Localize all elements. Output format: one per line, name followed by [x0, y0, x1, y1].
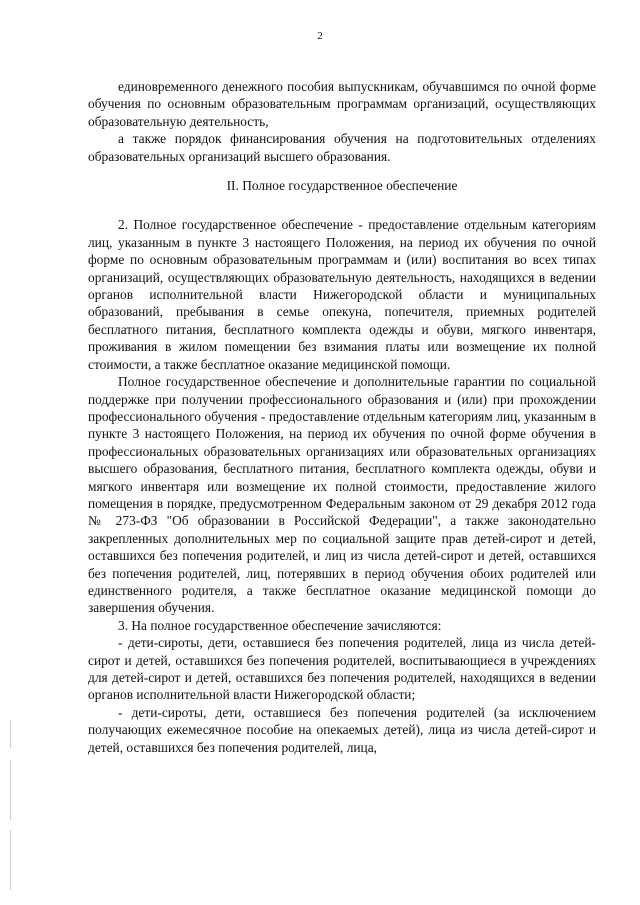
- paragraph: а также порядок финансирования обучения на подготовительных отделениях образовательных организаций высшего образования.: [88, 131, 596, 164]
- paragraph: 3. На полное государственное обеспечение зачисляются:: [118, 617, 442, 633]
- scan-margin-mark: [10, 830, 11, 890]
- page-number: 2: [317, 30, 323, 42]
- list-item: - дети-сироты, дети, оставшиеся без попечения родителей (за исключением получающих ежемесячное пособие на опекаемых детей), лица из числа детей-сирот и детей, оставшихся без попечения родителей, лица,: [88, 704, 596, 755]
- paragraph: единовременного денежного пособия выпускникам, обучавшимся по очной форме обучения по основным образовательным программам организаций, осуществляющих образовательную деятельность,: [88, 79, 596, 129]
- scan-margin-mark: [10, 760, 11, 820]
- paragraph: Полное государственное обеспечение и дополнительные гарантии по социальной поддержке при получении профессионального образования и (или) при прохождении профессионального обучения - предоставление отдельным категориям лиц, указанным в пункте 3 настоящего Положения, на период их обучения по очной форме обучения в профессиональных образовательных организациях или образовательных организациях высшего образования, бесплатного питания, бесплатного комплекта одежды, обуви и мягкого инвентаря или возмещение их полной стоимости, предоставление жилого помещения в порядке, предусмотренном Федеральным законом от 29 декабря 2012 года № 273-ФЗ "Об образовании в Российской Федерации", а также законодательно закрепленных дополнительных мер по социальной защите прав детей-сирот и детей, оставшихся без попечения родителей, и лиц из числа детей-сирот и детей, оставшихся без попечения родителей, лиц, потерявших в период обучения обоих родителей или единственного родителя, а также бесплатное оказание медицинской помощи до завершения обучения.: [88, 374, 596, 616]
- document-body: [88, 78, 596, 756]
- list-item: - дети-сироты, дети, оставшиеся без попечения родителей, лица из числа детей-сирот и детей, оставшихся без попечения родителей, воспитывающиеся в учреждениях для детей-сирот и детей, оставшихся без попечения родителей, находящихся в ведении органов исполнительной власти Нижегородской области;: [88, 635, 596, 703]
- scan-margin-mark: [10, 720, 11, 748]
- section-heading: II. Полное государственное обеспечение: [226, 178, 458, 194]
- paragraph: 2. Полное государственное обеспечение - предоставление отдельным категориям лиц, указанным в пункте 3 настоящего Положения, на период их обучения по очной форме по основным образовательным программам и (или) воспитания во всех типах организаций, осуществляющих образовательную деятельность, находящихся в ведении органов исполнительной власти Нижегородской области и муниципальных образований, пребывания в семье опекуна, попечителя, приемных родителей бесплатного питания, бесплатного комплекта одежды и обуви, мягкого инвентаря, проживания в жилом помещении без взимания платы или возмещение их полной стоимости, а также бесплатное оказание медицинской помощи.: [88, 217, 596, 372]
